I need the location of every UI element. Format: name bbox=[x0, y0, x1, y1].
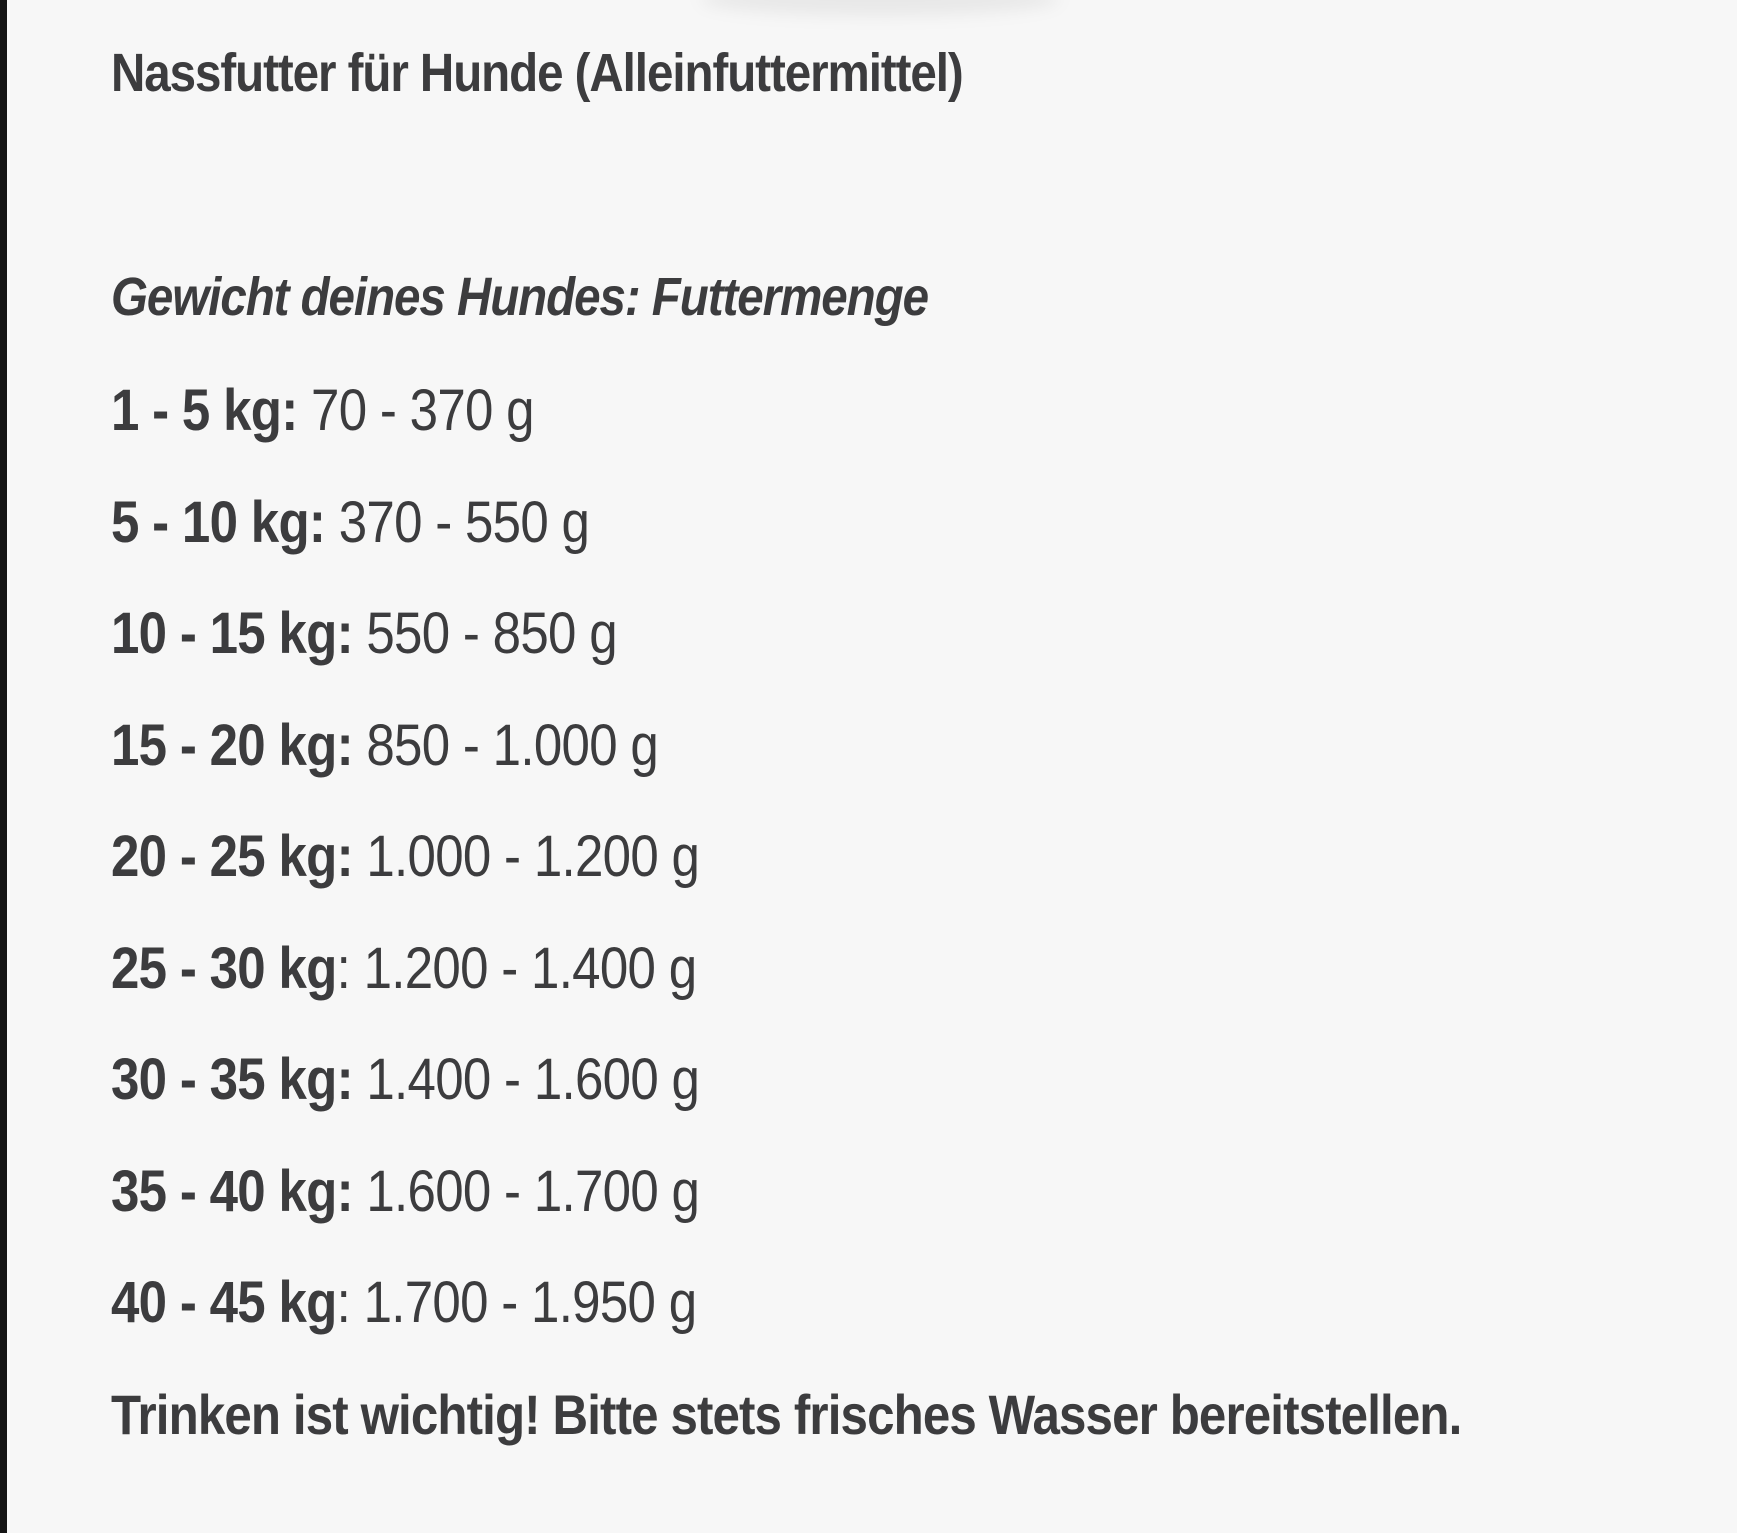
weight-range: 15 - 20 kg: bbox=[111, 712, 353, 778]
window-edge bbox=[0, 0, 7, 1533]
weight-range: 40 - 45 kg bbox=[111, 1270, 337, 1335]
food-amount: 550 - 850 g bbox=[352, 601, 617, 666]
table-row bbox=[111, 936, 699, 1048]
weight-range: 25 - 30 kg bbox=[111, 935, 337, 1001]
top-shadow bbox=[700, 0, 1060, 16]
weight-range: 5 - 10 kg: bbox=[111, 489, 326, 555]
food-amount: : 1.200 - 1.400 g bbox=[336, 935, 697, 1001]
food-amount: 1.000 - 1.200 g bbox=[352, 824, 700, 889]
feeding-table bbox=[111, 378, 779, 1382]
table-row bbox=[111, 1159, 699, 1271]
table-row bbox=[111, 1047, 699, 1159]
table-heading: Gewicht deines Hundes: Futtermenge bbox=[111, 267, 928, 327]
table-row bbox=[111, 713, 699, 825]
page-title: Nassfutter für Hunde (Alleinfuttermittel) bbox=[111, 43, 963, 103]
food-amount: : 1.700 - 1.950 g bbox=[336, 1270, 697, 1335]
food-amount: 1.600 - 1.700 g bbox=[352, 1158, 700, 1224]
weight-range: 10 - 15 kg: bbox=[111, 601, 353, 666]
food-amount: 1.400 - 1.600 g bbox=[352, 1047, 700, 1112]
food-amount: 850 - 1.000 g bbox=[352, 712, 659, 778]
weight-range: 1 - 5 kg: bbox=[111, 378, 298, 443]
table-row bbox=[111, 378, 699, 490]
weight-range: 20 - 25 kg: bbox=[111, 824, 353, 889]
table-row bbox=[111, 601, 699, 713]
table-row bbox=[111, 490, 699, 602]
weight-range: 30 - 35 kg: bbox=[111, 1047, 353, 1112]
weight-range: 35 - 40 kg: bbox=[111, 1158, 353, 1224]
food-amount: 370 - 550 g bbox=[325, 489, 590, 555]
water-note: Trinken ist wichtig! Bitte stets frisches Wasser bereitstellen. bbox=[111, 1383, 1462, 1446]
table-row bbox=[111, 1270, 699, 1382]
food-amount: 70 - 370 g bbox=[297, 378, 534, 443]
table-row bbox=[111, 824, 699, 936]
